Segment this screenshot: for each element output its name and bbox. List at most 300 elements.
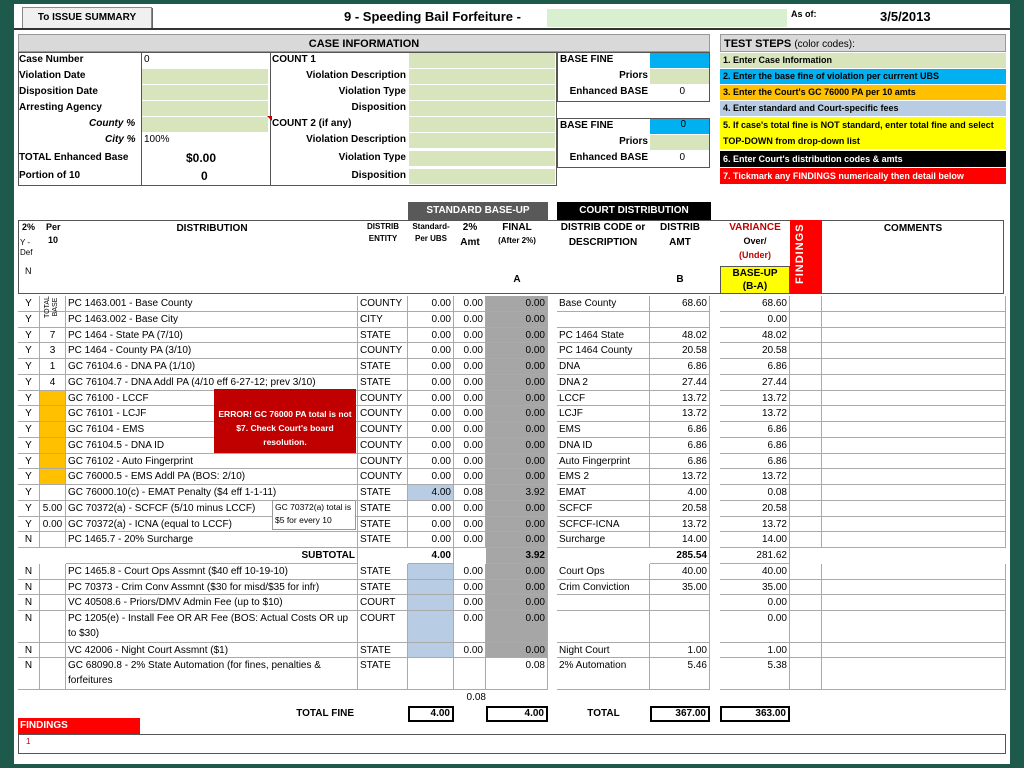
findings-entry[interactable]: [18, 734, 1006, 754]
cell-var: 6.86: [720, 422, 790, 438]
table-row: [14, 611, 1010, 643]
cell-dist: GC 76000.10(c) - EMAT Penalty ($4 eff 1-1-11): [66, 485, 358, 501]
cell-final: 0.00: [486, 312, 548, 328]
cell-cmt[interactable]: [822, 643, 1006, 659]
cell-camt[interactable]: 6.86: [650, 359, 710, 375]
table-row: [14, 438, 1010, 454]
cell-dist: VC 42006 - Night Court Assmnt ($1): [66, 643, 358, 659]
cell-find[interactable]: [790, 328, 822, 344]
cell-dist: GC 76104.5 - DNA ID: [66, 438, 358, 454]
gc68090-line-2: forfeitures: [68, 675, 113, 687]
cell-code[interactable]: EMS 2: [557, 469, 650, 485]
cell-camt[interactable]: 13.72: [650, 517, 710, 533]
violation-date-field[interactable]: [142, 69, 268, 84]
cell-final: 0.00: [486, 328, 548, 344]
cell-std[interactable]: 0.00: [408, 438, 454, 454]
cell-dist: GC 76100 - LCCF: [66, 391, 358, 407]
cell-camt[interactable]: 20.58: [650, 343, 710, 359]
cell-var: 0.00: [720, 312, 790, 328]
cell-code[interactable]: DNA 2: [557, 375, 650, 391]
cell-entity: COURT: [358, 611, 408, 643]
test-step-6: 6. Enter Court's distribution codes & amts: [720, 151, 1006, 167]
cell-final: 0.00: [486, 611, 548, 643]
cell-per10: [40, 611, 66, 643]
cell-find[interactable]: [790, 375, 822, 391]
cell-code[interactable]: [557, 312, 650, 328]
cell-final: 0.00: [486, 391, 548, 407]
cell-cmt[interactable]: [822, 595, 1006, 611]
cell-dist: GC 70372(a) - ICNA (equal to LCCF): [66, 517, 358, 533]
cell-dist: PC 1464 - State PA (7/10): [66, 328, 358, 344]
cell-flag: N: [18, 611, 40, 643]
header-y-def: Y - Def: [20, 238, 33, 257]
cell-cmt[interactable]: [822, 328, 1006, 344]
cell-final: 0.00: [486, 643, 548, 659]
subtotal-court-amt: 285.54: [650, 548, 710, 564]
disposition-date-field[interactable]: [142, 85, 268, 100]
cell-camt[interactable]: 13.72: [650, 406, 710, 422]
count1-label: COUNT 1: [272, 54, 316, 65]
cell-amt2: 0.00: [454, 643, 486, 659]
cell-std[interactable]: 4.00: [408, 485, 454, 501]
cell-amt2: 0.00: [454, 328, 486, 344]
spreadsheet: [14, 4, 1010, 764]
cell-camt[interactable]: 20.58: [650, 501, 710, 517]
cell-std[interactable]: 0.00: [408, 359, 454, 375]
cell-entity: STATE: [358, 564, 408, 580]
cell-dist: [66, 658, 358, 690]
cell-find[interactable]: [790, 296, 822, 312]
test-steps-title: TEST STEPS: [724, 38, 792, 50]
enhanced-base-value-2: 0: [679, 152, 685, 163]
cell-camt[interactable]: 4.00: [650, 485, 710, 501]
count1-field[interactable]: [409, 53, 555, 68]
cell-code[interactable]: PC 1464 State: [557, 328, 650, 344]
cell-find[interactable]: [790, 359, 822, 375]
findings-column-header: [790, 220, 822, 294]
cell-code[interactable]: EMS: [557, 422, 650, 438]
cell-final: 0.00: [486, 343, 548, 359]
cell-var: 27.44: [720, 375, 790, 391]
header-baseup-ba: [720, 266, 790, 294]
cell-amt2: 0.00: [454, 454, 486, 470]
cell-cmt[interactable]: [822, 564, 1006, 580]
cell-std[interactable]: 0.00: [408, 296, 454, 312]
arresting-agency-field[interactable]: [142, 101, 268, 116]
cell-amt2: [454, 658, 486, 690]
cell-flag: Y: [18, 422, 40, 438]
cell-cmt[interactable]: [822, 296, 1006, 312]
cell-cmt[interactable]: [822, 438, 1006, 454]
disposition-date-label: Disposition Date: [19, 86, 98, 97]
cell-find[interactable]: [790, 595, 822, 611]
cell-find[interactable]: [790, 643, 822, 659]
cell-entity: COUNTY: [358, 438, 408, 454]
violation-description-field-1[interactable]: [409, 69, 555, 84]
cell-var: 20.58: [720, 501, 790, 517]
header-standard-per-ubs-1: Standard-: [412, 222, 450, 231]
violation-type-field-2[interactable]: [409, 151, 555, 166]
table-row: [14, 375, 1010, 391]
header-distrib-code-2: DESCRIPTION: [568, 237, 638, 248]
table-row: [14, 359, 1010, 375]
cell-std[interactable]: [408, 595, 454, 611]
table-row: [14, 517, 1010, 533]
as-of-label: As of:: [791, 9, 817, 19]
cell-flag: N: [18, 580, 40, 596]
cell-per10: 0.00: [40, 517, 66, 533]
cell-code[interactable]: SCFCF-ICNA: [557, 517, 650, 533]
cell-find[interactable]: [790, 391, 822, 407]
cell-cmt[interactable]: [822, 532, 1006, 548]
cell-entity: STATE: [358, 375, 408, 391]
table-row: [14, 485, 1010, 501]
cell-std[interactable]: 0.00: [408, 312, 454, 328]
test-step-3: 3. Enter the Court's GC 76000 PA per 10 amts: [720, 85, 1006, 100]
base-fine-field-2[interactable]: 0: [650, 119, 710, 134]
cell-dist: PC 1463.001 - Base County: [66, 296, 358, 312]
cell-find[interactable]: [790, 485, 822, 501]
header-col-a: A: [513, 274, 521, 285]
scfcf-note-text: GC 70372(a) total is $5 for every 10: [275, 502, 352, 525]
header-distrib-entity-2: ENTITY: [368, 234, 398, 243]
cell-std[interactable]: 0.00: [408, 343, 454, 359]
cell-cmt[interactable]: [822, 406, 1006, 422]
issue-summary-button[interactable]: To ISSUE SUMMARY: [22, 7, 152, 29]
cell-code[interactable]: Base County: [557, 296, 650, 312]
cell-code[interactable]: Court Ops: [557, 564, 650, 580]
cell-find[interactable]: [790, 406, 822, 422]
cell-cmt[interactable]: [822, 312, 1006, 328]
cell-find[interactable]: [790, 658, 822, 690]
cell-amt2: 0.00: [454, 580, 486, 596]
cell-dist: VC 40508.6 - Priors/DMV Admin Fee (up to $10): [66, 595, 358, 611]
cell-var: 20.58: [720, 343, 790, 359]
cell-std[interactable]: [408, 643, 454, 659]
total-fine-block: [14, 692, 1010, 726]
table-row: [14, 391, 1010, 407]
cell-camt[interactable]: [650, 611, 710, 643]
disposition-field-1[interactable]: [409, 101, 555, 116]
cell-flag: Y: [18, 485, 40, 501]
cell-final: 0.00: [486, 532, 548, 548]
header-per: Per: [46, 222, 61, 232]
cell-per10: 7: [40, 328, 66, 344]
header-2pct: 2%: [22, 222, 36, 232]
priors-field-2[interactable]: [650, 135, 710, 150]
base-fine-field-1[interactable]: [650, 53, 710, 68]
cell-final: 0.00: [486, 564, 548, 580]
cell-cmt[interactable]: [822, 469, 1006, 485]
cell-amt2: 0.00: [454, 469, 486, 485]
cell-var: 68.60: [720, 296, 790, 312]
cell-per10: [40, 643, 66, 659]
enhanced-base-label-2: Enhanced BASE: [569, 152, 648, 163]
table-row: [14, 501, 1010, 517]
cell-var: 0.00: [720, 595, 790, 611]
cell-per10: [40, 532, 66, 548]
cell-code[interactable]: [557, 595, 650, 611]
cell-camt[interactable]: 27.44: [650, 375, 710, 391]
cell-cmt[interactable]: [822, 359, 1006, 375]
cell-std[interactable]: [408, 658, 454, 690]
cell-code[interactable]: Surcharge: [557, 532, 650, 548]
cell-entity: COUNTY: [358, 296, 408, 312]
header-distrib-entity-1: DISTRIB: [367, 222, 399, 231]
priors-field-1[interactable]: [650, 69, 710, 84]
cell-camt[interactable]: [650, 595, 710, 611]
cell-camt[interactable]: 14.00: [650, 532, 710, 548]
cell-entity: STATE: [358, 643, 408, 659]
cell-entity: STATE: [358, 517, 408, 533]
cell-code[interactable]: EMAT: [557, 485, 650, 501]
test-step-1: 1. Enter Case Information: [720, 53, 1006, 68]
cell-cmt[interactable]: [822, 658, 1006, 690]
violation-date-label: Violation Date: [19, 70, 86, 81]
pc1205-line-1: PC 1205(e) - Install Fee OR AR Fee (BOS: Actual Costs OR up: [68, 613, 349, 624]
cell-cmt[interactable]: [822, 375, 1006, 391]
court-total-label: TOTAL: [587, 707, 620, 719]
cell-entity: CITY: [358, 312, 408, 328]
portion-of-10-value: 0: [201, 169, 208, 183]
cell-dist: GC 76104 - EMS: [66, 422, 358, 438]
cell-dist: PC 1465.7 - 20% Surcharge: [66, 532, 358, 548]
header-baseup-ba-2: (B-A): [742, 281, 768, 292]
test-steps-heading: [720, 34, 1006, 52]
subtotal-final: 3.92: [486, 548, 548, 564]
cell-find[interactable]: [790, 501, 822, 517]
cell-cmt[interactable]: [822, 343, 1006, 359]
cell-code[interactable]: SCFCF: [557, 501, 650, 517]
header-standard-baseup: STANDARD BASE-UP: [408, 202, 548, 220]
cell-flag: Y: [18, 375, 40, 391]
disposition-label-1: Disposition: [351, 102, 406, 113]
table-row: [14, 296, 1010, 318]
base-fine-label-1: BASE FINE: [560, 54, 614, 65]
cell-code[interactable]: [557, 611, 650, 643]
portion-of-10-label: Portion of 10: [19, 170, 81, 181]
cell-entity: STATE: [358, 501, 408, 517]
error-note: [214, 389, 356, 453]
title-input-field[interactable]: [547, 9, 787, 27]
cell-amt2: 0.00: [454, 312, 486, 328]
cell-camt[interactable]: 1.00: [650, 643, 710, 659]
cell-cmt[interactable]: [822, 611, 1006, 643]
cell-var: 0.08: [720, 485, 790, 501]
cell-camt[interactable]: 6.86: [650, 454, 710, 470]
violation-type-label-1: Violation Type: [338, 86, 406, 97]
cell-find[interactable]: [790, 564, 822, 580]
header-10: 10: [48, 235, 59, 245]
subtotal-variance: 281.62: [720, 548, 790, 564]
cell-std[interactable]: 0.00: [408, 391, 454, 407]
cell-camt[interactable]: 5.46: [650, 658, 710, 690]
cell-code[interactable]: Night Court: [557, 643, 650, 659]
table-row: [14, 580, 1010, 596]
cell-var: 6.86: [720, 454, 790, 470]
total-base-vertical-label: TOTAL BASE: [44, 296, 59, 318]
cell-flag: N: [18, 643, 40, 659]
cell-flag: Y: [18, 391, 40, 407]
cell-std[interactable]: 0.00: [408, 454, 454, 470]
cell-entity: COUNTY: [358, 454, 408, 470]
header-final-1: FINAL: [502, 222, 532, 233]
disposition-field-2[interactable]: [409, 169, 555, 184]
cell-var: 6.86: [720, 359, 790, 375]
header-under: (Under): [739, 250, 771, 260]
header-col-b: B: [676, 274, 684, 285]
cell-find[interactable]: [790, 343, 822, 359]
table-row: [14, 343, 1010, 359]
cell-cmt[interactable]: [822, 454, 1006, 470]
cell-flag: Y: [18, 328, 40, 344]
test-step-4: 4. Enter standard and Court-specific fees: [720, 101, 1006, 116]
cell-std[interactable]: [408, 611, 454, 643]
cell-per10: [40, 312, 66, 328]
cell-find[interactable]: [790, 469, 822, 485]
total-enhanced-base-value: $0.00: [186, 151, 217, 165]
count2-field[interactable]: [409, 117, 555, 132]
cell-find[interactable]: [790, 422, 822, 438]
cell-amt2: 0.00: [454, 422, 486, 438]
enhanced-base-value-1: 0: [679, 86, 685, 97]
cell-per10: [40, 469, 66, 485]
cell-dist: GC 70372(a) - SCFCF (5/10 minus LCCF): [66, 501, 358, 517]
cell-camt[interactable]: [650, 312, 710, 328]
cell-camt[interactable]: 6.86: [650, 422, 710, 438]
cell-find[interactable]: [790, 611, 822, 643]
cell-find[interactable]: [790, 454, 822, 470]
cell-final: 0.00: [486, 375, 548, 391]
cell-amt2: 0.08: [454, 485, 486, 501]
cell-std[interactable]: 0.00: [408, 375, 454, 391]
comment-marker: [267, 116, 272, 121]
cell-cmt[interactable]: [822, 580, 1006, 596]
cell-cmt[interactable]: [822, 517, 1006, 533]
cell-code[interactable]: Crim Conviction: [557, 580, 650, 596]
cell-find[interactable]: [790, 312, 822, 328]
count2-label: COUNT 2 (if any): [272, 118, 352, 129]
cell-var: 35.00: [720, 580, 790, 596]
cell-find[interactable]: [790, 438, 822, 454]
cell-code[interactable]: DNA ID: [557, 438, 650, 454]
cell-code[interactable]: 2% Automation: [557, 658, 650, 690]
cell-cmt[interactable]: [822, 391, 1006, 407]
cell-std[interactable]: 0.00: [408, 422, 454, 438]
cell-per10: [40, 438, 66, 454]
cell-camt[interactable]: 6.86: [650, 438, 710, 454]
city-pct-value[interactable]: 100%: [144, 134, 170, 145]
disposition-label-2: Disposition: [351, 170, 406, 181]
cell-std[interactable]: 0.00: [408, 406, 454, 422]
cell-camt[interactable]: 68.60: [650, 296, 710, 312]
city-pct-label: City %: [105, 134, 136, 145]
header-2pct-amt-2: Amt: [460, 237, 480, 248]
cell-camt[interactable]: 48.02: [650, 328, 710, 344]
cell-amt2: 0.00: [454, 532, 486, 548]
cell-camt[interactable]: 13.72: [650, 469, 710, 485]
cell-code[interactable]: LCJF: [557, 406, 650, 422]
county-pct-field[interactable]: [142, 117, 268, 132]
court-total-amt: 367.00: [650, 706, 710, 722]
cell-camt[interactable]: 35.00: [650, 580, 710, 596]
cell-std[interactable]: 0.00: [408, 532, 454, 548]
cell-entity: STATE: [358, 658, 408, 690]
cell-camt[interactable]: 13.72: [650, 391, 710, 407]
test-step-7: 7. Tickmark any FINDINGS numerically then detail below: [720, 168, 1006, 184]
cell-var: 0.00: [720, 611, 790, 643]
error-note-text: ERROR! GC 76000 PA total is not $7. Check Court's board resolution.: [218, 409, 352, 447]
cell-entity: COURT: [358, 595, 408, 611]
cell-flag: Y: [18, 438, 40, 454]
cell-final: 0.00: [486, 501, 548, 517]
table-row: [14, 406, 1010, 422]
case-number-label: Case Number: [19, 54, 84, 65]
cell-final: 0.00: [486, 517, 548, 533]
cell-flag: Y: [18, 406, 40, 422]
case-number-value[interactable]: 0: [144, 54, 150, 65]
cell-dist: GC 76104.7 - DNA Addl PA (4/10 eff 6-27-12; prev 3/10): [66, 375, 358, 391]
cell-per10: [40, 564, 66, 580]
cell-find[interactable]: [790, 580, 822, 596]
header-variance: VARIANCE: [729, 222, 781, 233]
cell-std[interactable]: 0.00: [408, 517, 454, 533]
total-2pct-sum: 0.08: [466, 691, 486, 703]
cell-std[interactable]: 0.00: [408, 328, 454, 344]
cell-std[interactable]: [408, 580, 454, 596]
cell-find[interactable]: [790, 532, 822, 548]
cell-std[interactable]: 0.00: [408, 469, 454, 485]
cell-flag: Y: [18, 312, 40, 328]
cell-final: 3.92: [486, 485, 548, 501]
violation-type-field-1[interactable]: [409, 85, 555, 100]
cell-entity: STATE: [358, 328, 408, 344]
cell-cmt[interactable]: [822, 501, 1006, 517]
cell-amt2: 0.00: [454, 438, 486, 454]
cell-std[interactable]: 0.00: [408, 501, 454, 517]
cell-per10: [40, 391, 66, 407]
total-enhanced-base-label: TOTAL Enhanced Base: [19, 152, 129, 163]
header-standard-per-ubs-2: Per UBS: [414, 234, 447, 243]
cell-var: 13.72: [720, 391, 790, 407]
cell-find[interactable]: [790, 517, 822, 533]
cell-code[interactable]: LCCF: [557, 391, 650, 407]
violation-description-field-2[interactable]: [409, 133, 555, 148]
test-step-2: 2. Enter the base fine of violation per currrent UBS: [720, 69, 1006, 84]
cell-code[interactable]: Auto Fingerprint: [557, 454, 650, 470]
header-distribution: DISTRIBUTION: [176, 223, 248, 234]
cell-camt[interactable]: 40.00: [650, 564, 710, 580]
cell-std[interactable]: [408, 564, 454, 580]
cell-code[interactable]: DNA: [557, 359, 650, 375]
as-of-date: 3/5/2013: [880, 9, 931, 24]
cell-cmt[interactable]: [822, 422, 1006, 438]
subtotal-row: [14, 548, 1010, 564]
variance-total: 363.00: [720, 706, 790, 722]
cell-cmt[interactable]: [822, 485, 1006, 501]
cell-code[interactable]: PC 1464 County: [557, 343, 650, 359]
table-row: [14, 643, 1010, 659]
cell-var: 13.72: [720, 406, 790, 422]
cell-entity: STATE: [358, 485, 408, 501]
cell-flag: Y: [18, 517, 40, 533]
cell-amt2: 0.00: [454, 391, 486, 407]
cell-per10: [40, 422, 66, 438]
pc1205-line-2: to $30): [68, 628, 100, 639]
cell-per10: [40, 658, 66, 690]
cell-dist: GC 76101 - LCJF: [66, 406, 358, 422]
priors-label-1: Priors: [619, 70, 648, 81]
